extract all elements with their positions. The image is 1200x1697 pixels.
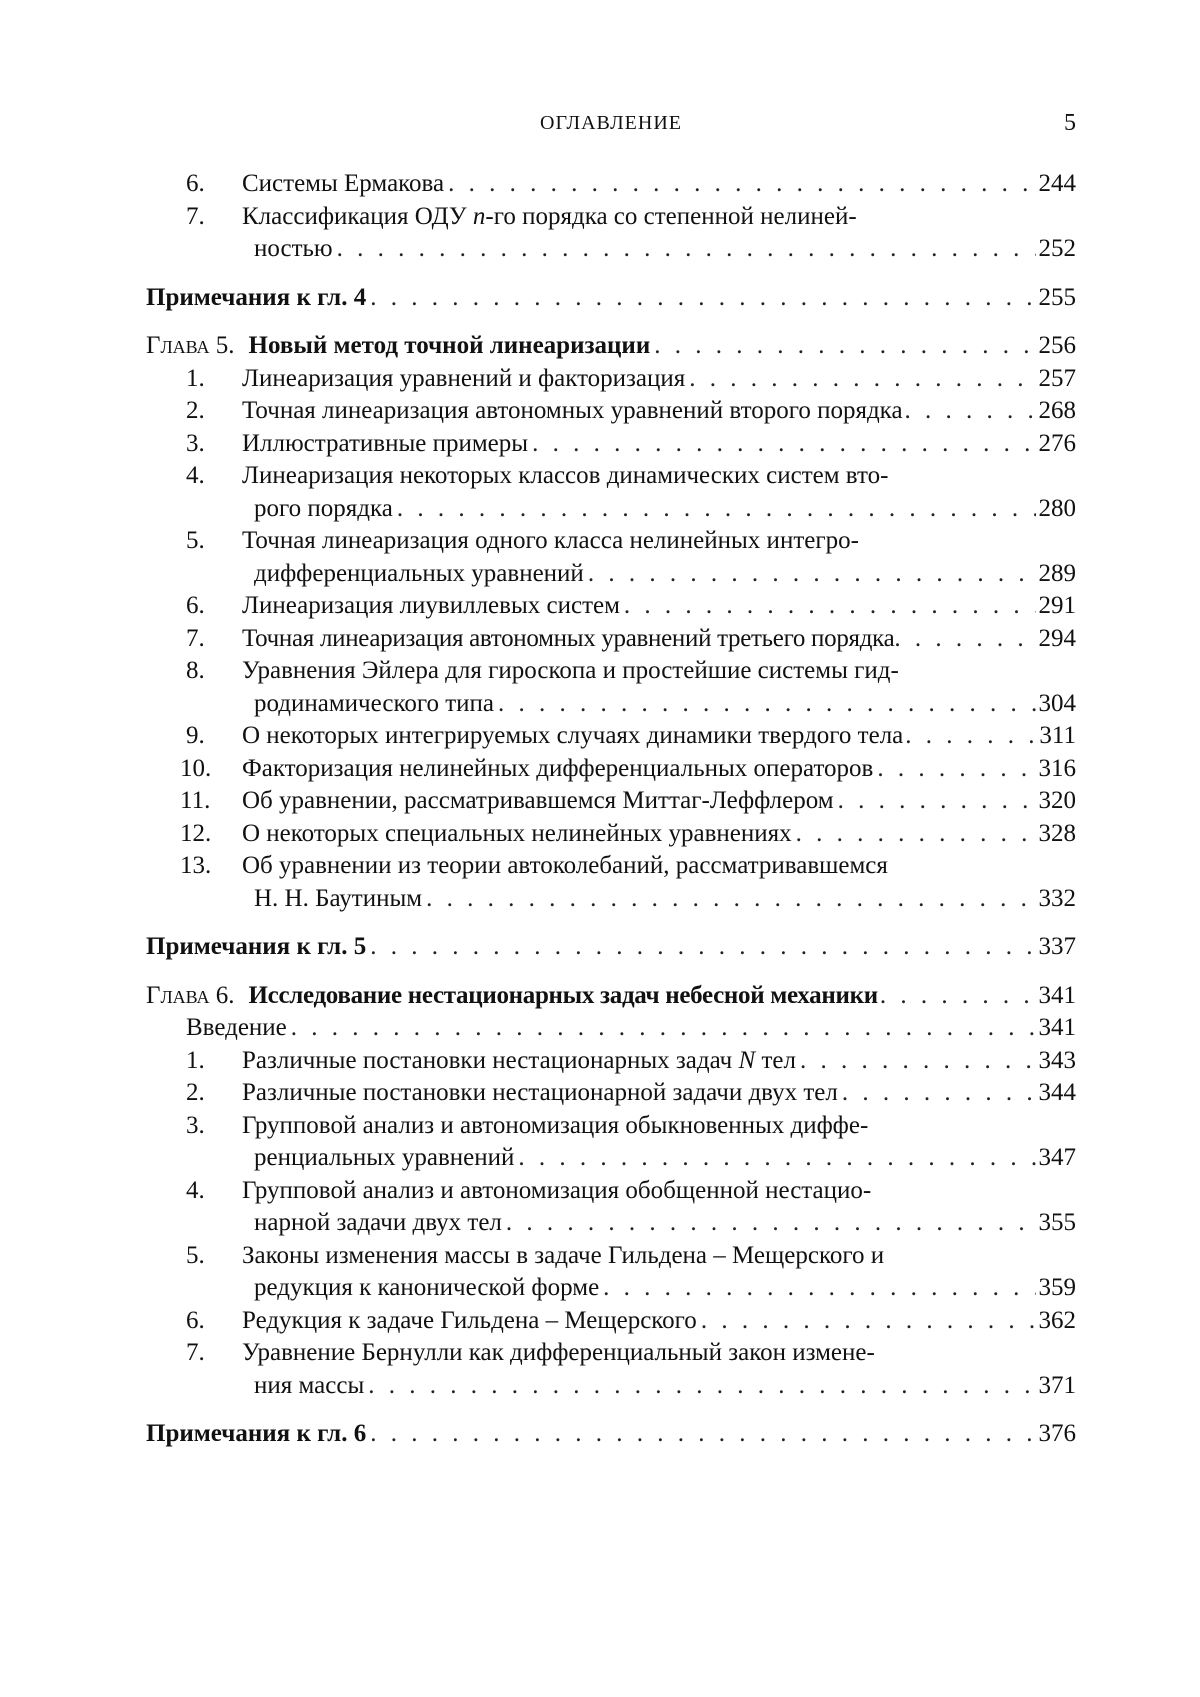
entry-page: 289 bbox=[1036, 558, 1076, 591]
leader-dots bbox=[366, 282, 1036, 315]
chapter-page: 341 bbox=[1036, 980, 1076, 1013]
leader-dots bbox=[393, 493, 1036, 526]
entry-page: 359 bbox=[1036, 1272, 1076, 1305]
entry-number: 3. bbox=[146, 1110, 242, 1143]
entry-title: Об уравнении, рассматривавшемся Миттаг-Леффлером bbox=[242, 785, 834, 818]
leader-dots bbox=[444, 168, 1036, 201]
entry-number: 2. bbox=[146, 1077, 242, 1110]
toc-entry-continuation[interactable] bbox=[146, 493, 1076, 526]
entry-title: ностью bbox=[254, 233, 333, 266]
toc-entry[interactable] bbox=[146, 590, 1076, 623]
entry-title: Групповой анализ и автономизация обыкновенных диффе- bbox=[242, 1110, 868, 1143]
toc-entry[interactable] bbox=[146, 525, 1076, 558]
toc-entry[interactable] bbox=[146, 1175, 1076, 1208]
entry-page: 311 bbox=[1036, 720, 1076, 753]
entry-number: 13. bbox=[146, 850, 242, 883]
toc-entry[interactable] bbox=[146, 460, 1076, 493]
notes-page: 255 bbox=[1036, 282, 1076, 315]
entry-number: 1. bbox=[146, 363, 242, 396]
entry-title: О некоторых интегрируемых случаях динамики твердого тела bbox=[242, 720, 903, 753]
entry-title: Системы Ермакова bbox=[242, 168, 444, 201]
toc-entry[interactable] bbox=[146, 428, 1076, 461]
notes-title: Примечания к гл. 4 bbox=[146, 282, 366, 315]
notes-title: Примечания к гл. 6 bbox=[146, 1418, 366, 1451]
leader-dots bbox=[514, 1142, 1036, 1175]
entry-page: 268 bbox=[1036, 395, 1076, 428]
leader-dots bbox=[528, 428, 1036, 461]
entry-title: Классификация ОДУ n-го порядка со степенной нелиней- bbox=[242, 201, 857, 234]
entry-page: 344 bbox=[1036, 1077, 1076, 1110]
leader-dots bbox=[685, 363, 1036, 396]
entry-title: Линеаризация уравнений и факторизация bbox=[242, 363, 685, 396]
chapter-title: Новый метод точной линеаризации bbox=[249, 330, 651, 363]
chapter-notes-entry[interactable] bbox=[146, 1418, 1076, 1451]
entry-number: 6. bbox=[146, 168, 242, 201]
notes-page: 337 bbox=[1036, 931, 1076, 964]
entry-page: 294 bbox=[1036, 623, 1076, 656]
leader-dots bbox=[903, 720, 1036, 753]
leader-dots bbox=[792, 818, 1036, 851]
toc-entry[interactable] bbox=[146, 168, 1076, 201]
entry-number: 1. bbox=[146, 1045, 242, 1078]
toc-entry[interactable] bbox=[146, 1045, 1076, 1078]
leader-dots bbox=[422, 883, 1036, 916]
entry-number: 4. bbox=[146, 1175, 242, 1208]
running-title: ОГЛАВЛЕНИЕ bbox=[146, 112, 1076, 135]
entry-number: 3. bbox=[146, 428, 242, 461]
chapter-heading[interactable] bbox=[146, 980, 1076, 1013]
leader-dots bbox=[873, 753, 1036, 786]
entry-title: редукция к канонической форме bbox=[254, 1272, 599, 1305]
entry-title: нарной задачи двух тел bbox=[254, 1207, 502, 1240]
toc-entry[interactable] bbox=[146, 395, 1076, 428]
entry-title: ренциальных уравнений bbox=[254, 1142, 514, 1175]
toc-entry-introduction[interactable] bbox=[146, 1012, 1076, 1045]
entry-title: рого порядка bbox=[254, 493, 393, 526]
entry-number: 7. bbox=[146, 623, 242, 656]
toc-entry[interactable] bbox=[146, 1077, 1076, 1110]
entry-title: Законы изменения массы в задаче Гильдена – Мещерского и bbox=[242, 1240, 884, 1273]
toc-entry-continuation[interactable] bbox=[146, 1272, 1076, 1305]
entry-title: Различные постановки нестационарных задач N тел bbox=[242, 1045, 796, 1078]
entry-title: Линеаризация некоторых классов динамических систем вто- bbox=[242, 460, 888, 493]
chapter-heading[interactable] bbox=[146, 330, 1076, 363]
entry-title: Уравнения Эйлера для гироскопа и простейшие системы гид- bbox=[242, 655, 899, 688]
entry-page: 252 bbox=[1036, 233, 1076, 266]
variable-N: N bbox=[739, 1047, 756, 1074]
leader-dots bbox=[650, 330, 1036, 363]
entry-page: 355 bbox=[1036, 1207, 1076, 1240]
entry-page: 276 bbox=[1036, 428, 1076, 461]
entry-number: 8. bbox=[146, 655, 242, 688]
entry-title: Точная линеаризация автономных уравнений третьего порядка bbox=[242, 623, 894, 656]
leader-dots bbox=[796, 1045, 1036, 1078]
toc-entry-continuation[interactable] bbox=[146, 558, 1076, 591]
entry-page: 304 bbox=[1036, 688, 1076, 721]
notes-page: 376 bbox=[1036, 1418, 1076, 1451]
toc-entry[interactable] bbox=[146, 1305, 1076, 1338]
entry-title: Введение bbox=[186, 1012, 287, 1045]
variable-n: n bbox=[473, 203, 486, 230]
toc-entry[interactable] bbox=[146, 201, 1076, 234]
entry-page: 316 bbox=[1036, 753, 1076, 786]
chapter-notes-entry[interactable] bbox=[146, 931, 1076, 964]
toc-entry[interactable] bbox=[146, 655, 1076, 688]
toc-entry[interactable] bbox=[146, 363, 1076, 396]
leader-dots bbox=[697, 1305, 1036, 1338]
toc-entry[interactable] bbox=[146, 720, 1076, 753]
entry-number: 7. bbox=[146, 201, 242, 234]
entry-page: 332 bbox=[1036, 883, 1076, 916]
entry-page: 257 bbox=[1036, 363, 1076, 396]
entry-page: 320 bbox=[1036, 785, 1076, 818]
entry-number: 4. bbox=[146, 460, 242, 493]
entry-page: 341 bbox=[1036, 1012, 1076, 1045]
page-header bbox=[146, 112, 1076, 144]
toc-entry-continuation[interactable] bbox=[146, 1142, 1076, 1175]
toc-entry[interactable] bbox=[146, 850, 1076, 883]
toc-entry-continuation[interactable] bbox=[146, 883, 1076, 916]
toc-entry-continuation[interactable] bbox=[146, 1207, 1076, 1240]
entry-page: 291 bbox=[1036, 590, 1076, 623]
entry-page: 280 bbox=[1036, 493, 1076, 526]
entry-number: 2. bbox=[146, 395, 242, 428]
entry-number: 9. bbox=[146, 720, 242, 753]
entry-number: 12. bbox=[146, 818, 242, 851]
toc-entry-continuation[interactable] bbox=[146, 688, 1076, 721]
toc-entry[interactable] bbox=[146, 785, 1076, 818]
leader-dots bbox=[364, 1370, 1036, 1403]
entry-number: 6. bbox=[146, 590, 242, 623]
entry-title: Уравнение Бернулли как дифференциальный закон измене- bbox=[242, 1337, 875, 1370]
entry-title: Точная линеаризация одного класса нелинейных интегро- bbox=[242, 525, 859, 558]
entry-title: родинамического типа bbox=[254, 688, 494, 721]
entry-number: 7. bbox=[146, 1337, 242, 1370]
chapter-label: Глава 6. bbox=[146, 980, 235, 1013]
entry-title: Н. Н. Баутиным bbox=[254, 883, 422, 916]
leader-dots bbox=[366, 1418, 1036, 1451]
entry-number: 11. bbox=[146, 785, 242, 818]
entry-title: ния массы bbox=[254, 1370, 364, 1403]
toc-entry-continuation[interactable] bbox=[146, 1370, 1076, 1403]
entry-title: Точная линеаризация автономных уравнений второго порядка bbox=[242, 395, 903, 428]
entry-page: 328 bbox=[1036, 818, 1076, 851]
leader-dots bbox=[903, 395, 1036, 428]
entry-title: Редукция к задаче Гильдена – Мещерского bbox=[242, 1305, 697, 1338]
entry-page: 362 bbox=[1036, 1305, 1076, 1338]
toc-entry-continuation[interactable] bbox=[146, 233, 1076, 266]
entry-page: 371 bbox=[1036, 1370, 1076, 1403]
entry-title: Линеаризация лиувиллевых систем bbox=[242, 590, 620, 623]
leader-dots bbox=[494, 688, 1036, 721]
leader-dots bbox=[834, 785, 1036, 818]
table-of-contents bbox=[146, 168, 1076, 1451]
entry-title: Различные постановки нестационарной задачи двух тел bbox=[242, 1077, 838, 1110]
entry-title: О некоторых специальных нелинейных уравнениях bbox=[242, 818, 792, 851]
entry-page: 347 bbox=[1036, 1142, 1076, 1175]
chapter-title: Исследование нестационарных задач небесной механики bbox=[249, 980, 878, 1013]
entry-page: 343 bbox=[1036, 1045, 1076, 1078]
leader-dots bbox=[894, 623, 1036, 656]
toc-entry[interactable] bbox=[146, 623, 1076, 656]
entry-title: Об уравнении из теории автоколебаний, рассматривавшемся bbox=[242, 850, 888, 883]
entry-number: 10. bbox=[146, 753, 242, 786]
chapter-label: Глава 5. bbox=[146, 330, 235, 363]
entry-number: 5. bbox=[146, 1240, 242, 1273]
entry-title: Иллюстративные примеры bbox=[242, 428, 528, 461]
toc-entry[interactable] bbox=[146, 1337, 1076, 1370]
entry-title: дифференциальных уравнений bbox=[254, 558, 584, 591]
toc-entry[interactable] bbox=[146, 1240, 1076, 1273]
entry-number: 5. bbox=[146, 525, 242, 558]
page-number: 5 bbox=[1064, 110, 1076, 137]
chapter-page: 256 bbox=[1036, 330, 1076, 363]
leader-dots bbox=[502, 1207, 1036, 1240]
entry-title: Групповой анализ и автономизация обобщенной нестацио- bbox=[242, 1175, 871, 1208]
entry-number: 6. bbox=[146, 1305, 242, 1338]
leader-dots bbox=[287, 1012, 1036, 1045]
notes-title: Примечания к гл. 5 bbox=[146, 931, 366, 964]
entry-title: Факторизация нелинейных дифференциальных операторов bbox=[242, 753, 873, 786]
leader-dots bbox=[333, 233, 1036, 266]
toc-entry[interactable] bbox=[146, 753, 1076, 786]
toc-entry[interactable] bbox=[146, 818, 1076, 851]
entry-page: 244 bbox=[1036, 168, 1076, 201]
leader-dots bbox=[599, 1272, 1036, 1305]
leader-dots bbox=[878, 980, 1036, 1013]
leader-dots bbox=[620, 590, 1036, 623]
chapter-notes-entry[interactable] bbox=[146, 282, 1076, 315]
toc-entry[interactable] bbox=[146, 1110, 1076, 1143]
leader-dots bbox=[366, 931, 1036, 964]
leader-dots bbox=[838, 1077, 1036, 1110]
leader-dots bbox=[584, 558, 1036, 591]
